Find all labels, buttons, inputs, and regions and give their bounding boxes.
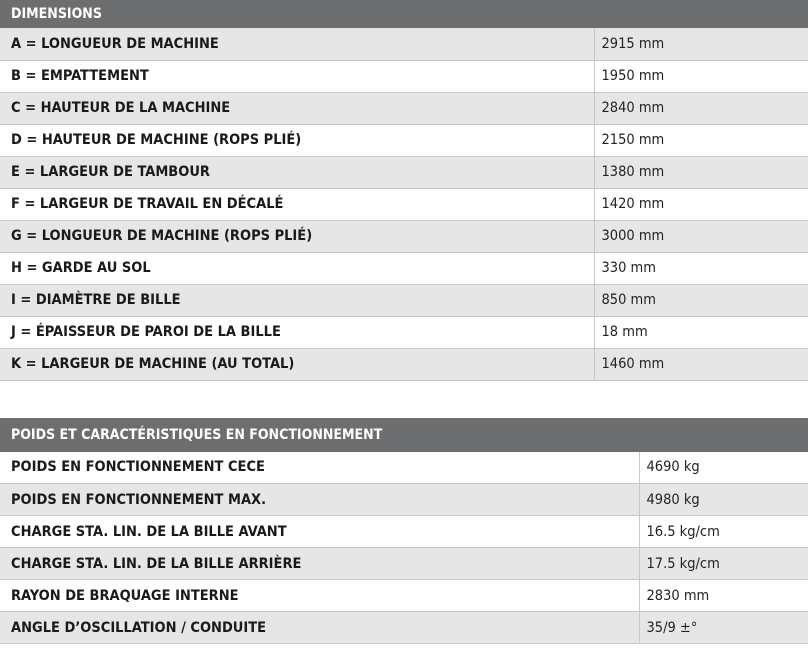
row-value: 16.5 kg/cm xyxy=(639,516,808,548)
table-row xyxy=(0,220,808,252)
row-label: K = LARGEUR DE MACHINE (AU TOTAL) xyxy=(0,348,594,380)
table-row xyxy=(0,28,808,60)
table-row xyxy=(0,484,808,516)
row-value: 1460 mm xyxy=(594,348,808,380)
operating-table xyxy=(0,418,808,645)
table-row xyxy=(0,348,808,380)
row-label: POIDS EN FONCTIONNEMENT MAX. xyxy=(0,484,639,516)
dimensions-header-row xyxy=(0,0,808,28)
table-row xyxy=(0,452,808,484)
row-value: 2840 mm xyxy=(594,92,808,124)
table-row xyxy=(0,124,808,156)
row-label: J = ÉPAISSEUR DE PAROI DE LA BILLE xyxy=(0,316,594,348)
row-label: C = HAUTEUR DE LA MACHINE xyxy=(0,92,594,124)
row-value: 850 mm xyxy=(594,284,808,316)
row-value: 18 mm xyxy=(594,316,808,348)
operating-header: POIDS ET CARACTÉRISTIQUES EN FONCTIONNEMENT xyxy=(0,418,808,452)
row-value: 330 mm xyxy=(594,252,808,284)
row-label: CHARGE STA. LIN. DE LA BILLE AVANT xyxy=(0,516,639,548)
dimensions-header: DIMENSIONS xyxy=(0,0,808,28)
table-row xyxy=(0,580,808,612)
row-label: G = LONGUEUR DE MACHINE (ROPS PLIÉ) xyxy=(0,220,594,252)
table-row xyxy=(0,516,808,548)
row-label: H = GARDE AU SOL xyxy=(0,252,594,284)
row-value: 3000 mm xyxy=(594,220,808,252)
table-row xyxy=(0,316,808,348)
operating-header-row xyxy=(0,418,808,452)
row-value: 1950 mm xyxy=(594,60,808,92)
table-row xyxy=(0,548,808,580)
row-value: 4980 kg xyxy=(639,484,808,516)
row-label: I = DIAMÈTRE DE BILLE xyxy=(0,284,594,316)
row-value: 2915 mm xyxy=(594,28,808,60)
table-row xyxy=(0,60,808,92)
row-label: B = EMPATTEMENT xyxy=(0,60,594,92)
row-label: CHARGE STA. LIN. DE LA BILLE ARRIÈRE xyxy=(0,548,639,580)
row-label: E = LARGEUR DE TAMBOUR xyxy=(0,156,594,188)
table-row xyxy=(0,156,808,188)
row-value: 17.5 kg/cm xyxy=(639,548,808,580)
row-label: A = LONGUEUR DE MACHINE xyxy=(0,28,594,60)
row-value: 1380 mm xyxy=(594,156,808,188)
row-value: 1420 mm xyxy=(594,188,808,220)
row-value: 2150 mm xyxy=(594,124,808,156)
row-value: 2830 mm xyxy=(639,580,808,612)
row-label: POIDS EN FONCTIONNEMENT CECE xyxy=(0,452,639,484)
row-label: RAYON DE BRAQUAGE INTERNE xyxy=(0,580,639,612)
row-value: 4690 kg xyxy=(639,452,808,484)
section-gap xyxy=(0,381,808,418)
table-row xyxy=(0,92,808,124)
row-value: 35/9 ±° xyxy=(639,612,808,644)
row-label: F = LARGEUR DE TRAVAIL EN DÉCALÉ xyxy=(0,188,594,220)
table-row xyxy=(0,188,808,220)
row-label: D = HAUTEUR DE MACHINE (ROPS PLIÉ) xyxy=(0,124,594,156)
row-label: ANGLE D’OSCILLATION / CONDUITE xyxy=(0,612,639,644)
table-row xyxy=(0,252,808,284)
table-row xyxy=(0,284,808,316)
table-row xyxy=(0,612,808,644)
